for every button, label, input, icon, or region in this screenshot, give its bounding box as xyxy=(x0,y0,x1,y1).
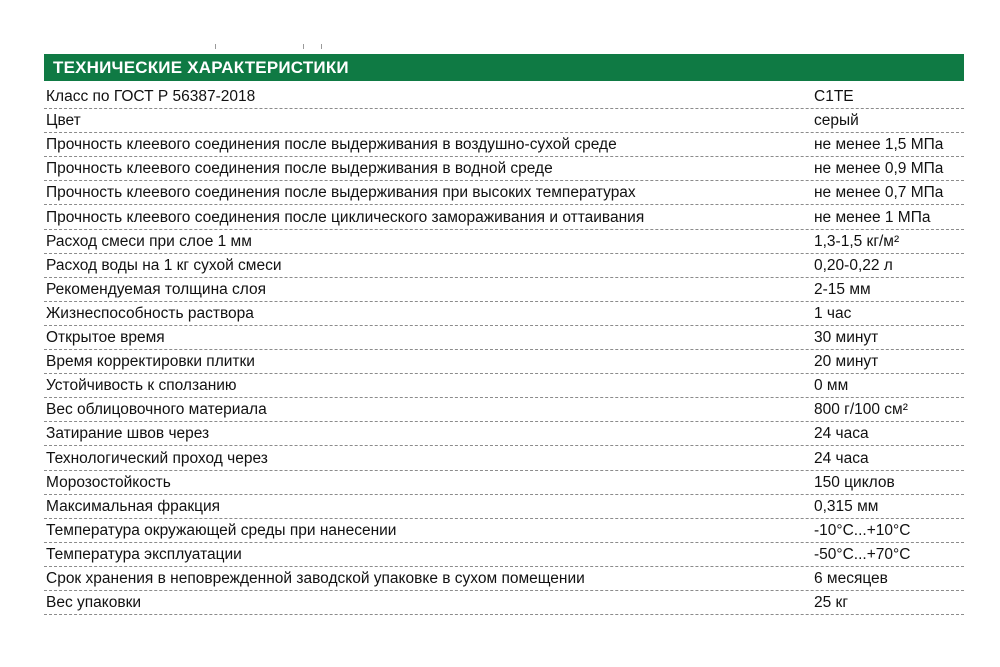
spec-value: 2-15 мм xyxy=(814,280,871,298)
spec-label: Время корректировки плитки xyxy=(46,353,255,371)
spec-value: 0,20-0,22 л xyxy=(814,256,893,274)
spec-label: Расход воды на 1 кг сухой смеси xyxy=(46,256,282,274)
spec-value: 24 часа xyxy=(814,449,869,467)
spec-value: 1,3-1,5 кг/м² xyxy=(814,232,900,250)
spec-value: 0,315 мм xyxy=(814,497,879,515)
spec-label: Прочность клеевого соединения после циклического замораживания и оттаивания xyxy=(46,208,645,226)
table-row xyxy=(44,543,964,567)
spec-label: Температура эксплуатации xyxy=(46,545,242,563)
spec-label: Жизнеспособность раствора xyxy=(46,304,254,322)
spec-value: C1TE xyxy=(814,88,854,106)
table-row xyxy=(44,398,964,422)
specifications-table xyxy=(44,85,964,615)
table-row xyxy=(44,181,964,205)
section-title: ТЕХНИЧЕСКИЕ ХАРАКТЕРИСТИКИ xyxy=(53,57,349,77)
spec-value: 30 минут xyxy=(814,329,879,347)
spec-label: Вес облицовочного материала xyxy=(46,401,267,419)
spec-value: не менее 1 МПа xyxy=(814,208,931,226)
spec-label: Устойчивость к сползанию xyxy=(46,377,237,395)
spec-label: Рекомендуемая толщина слоя xyxy=(46,280,267,298)
spec-value: -10°C...+10°C xyxy=(814,521,911,539)
table-row xyxy=(44,157,964,181)
spec-label: Морозостойкость xyxy=(46,473,171,491)
spec-label: Прочность клеевого соединения после выдерживания в воздушно-сухой среде xyxy=(46,136,617,154)
spec-label: Вес упаковки xyxy=(46,594,142,612)
table-row xyxy=(44,205,964,229)
spec-label: Технологический проход через xyxy=(46,449,268,467)
spec-value: -50°C...+70°C xyxy=(814,545,911,563)
spec-label: Температура окружающей среды при нанесении xyxy=(46,521,397,539)
spec-label: Открытое время xyxy=(46,329,165,347)
spec-label: Расход смеси при слое 1 мм xyxy=(46,232,252,250)
spec-label: Прочность клеевого соединения после выдерживания в водной среде xyxy=(46,160,553,178)
spec-value: 150 циклов xyxy=(814,473,895,491)
spec-label: Класс по ГОСТ Р 56387-2018 xyxy=(46,88,256,106)
spec-value: не менее 0,9 МПа xyxy=(814,160,944,178)
spec-label: Максимальная фракция xyxy=(46,497,221,515)
table-row xyxy=(44,422,964,446)
table-row xyxy=(44,133,964,157)
table-row xyxy=(44,350,964,374)
table-row xyxy=(44,374,964,398)
crop-marks xyxy=(215,44,335,50)
spec-label: Срок хранения в неповрежденной заводской упаковке в сухом помещении xyxy=(46,569,585,587)
spec-label: Прочность клеевого соединения после выдерживания при высоких температурах xyxy=(46,184,636,202)
table-row xyxy=(44,591,964,615)
table-row xyxy=(44,495,964,519)
table-row xyxy=(44,230,964,254)
spec-value: не менее 1,5 МПа xyxy=(814,136,944,154)
table-row xyxy=(44,567,964,591)
table-row xyxy=(44,302,964,326)
table-row xyxy=(44,326,964,350)
spec-label: Цвет xyxy=(46,112,81,130)
table-row xyxy=(44,85,964,109)
table-row xyxy=(44,109,964,133)
spec-value: 25 кг xyxy=(814,594,848,612)
table-row xyxy=(44,471,964,495)
spec-value: 0 мм xyxy=(814,377,849,395)
section-header xyxy=(44,54,964,81)
spec-value: не менее 0,7 МПа xyxy=(814,184,944,202)
table-row xyxy=(44,446,964,470)
spec-value: 6 месяцев xyxy=(814,569,888,587)
spec-value: 1 час xyxy=(814,304,852,322)
spec-value: 24 часа xyxy=(814,425,869,443)
table-row xyxy=(44,519,964,543)
spec-value: 20 минут xyxy=(814,353,879,371)
spec-value: 800 г/100 см² xyxy=(814,401,908,419)
table-row xyxy=(44,278,964,302)
spec-label: Затирание швов через xyxy=(46,425,210,443)
spec-value: серый xyxy=(814,112,859,130)
table-row xyxy=(44,254,964,278)
